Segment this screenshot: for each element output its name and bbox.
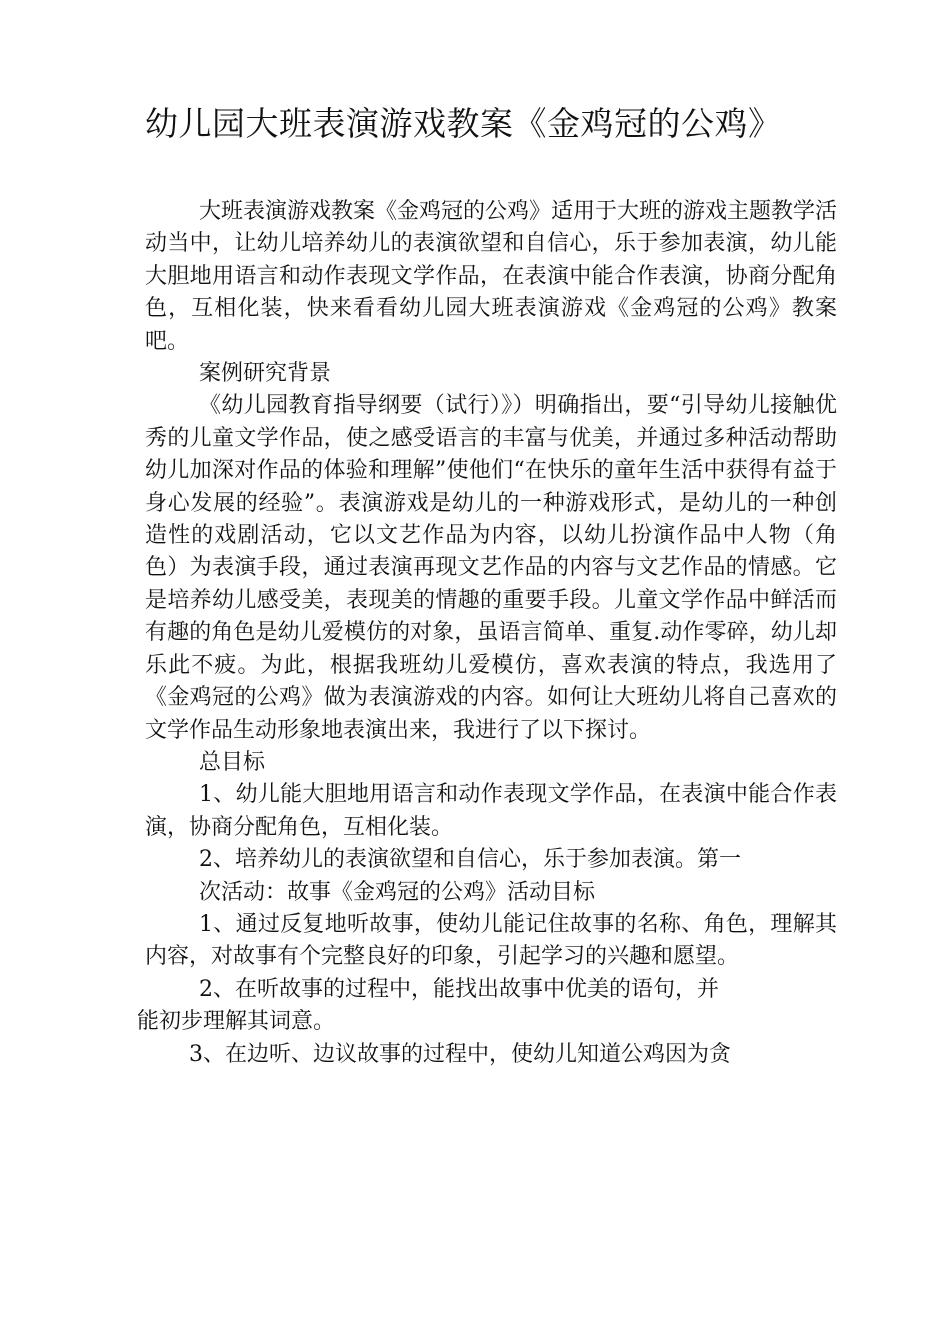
goal-heading: 总目标	[199, 749, 266, 775]
goal-item-2-line-1: 2、培养幼儿的表演欲望和自信心，乐于参加表演。第一	[199, 847, 741, 873]
activity-goal-2-line-2: 能初步理解其词意。	[137, 1009, 336, 1035]
document-body	[137, 196, 838, 1071]
activity-goal-1: 1、通过反复地听故事，使幼儿能记住故事的名称、角色，理解其内容，对故事有个完整良好的印象，引起学习的兴趣和愿望。	[145, 911, 837, 970]
activity-goal-3: 3、在边听、边议故事的过程中，使幼儿知道公鸡因为贪	[189, 1041, 731, 1067]
activity-goal-2-line-1: 2、在听故事的过程中，能找出故事中优美的语句，并	[199, 976, 719, 1002]
document-title: 幼儿园大班表演游戏教案《金鸡冠的公鸡》	[145, 104, 782, 143]
activity-heading: 次活动：故事《金鸡冠的公鸡》活动目标	[199, 879, 596, 905]
background-heading: 案例研究背景	[199, 361, 332, 387]
intro-paragraph: 大班表演游戏教案《金鸡冠的公鸡》适用于大班的游戏主题教学活动当中，让幼儿培养幼儿的表演欲望和自信心，乐于参加表演，幼儿能大胆地用语言和动作表现文学作品，在表演中能合作表演，协商分配角色，互相化装，快来看看幼儿园大班表演游戏《金鸡冠的公鸡》教案吧。	[145, 199, 838, 354]
background-paragraph: 《幼儿园教育指导纲要（试行）》）明确指出，要“引导幼儿接触优秀的儿童文学作品，使之感受语言的丰富与优美，并通过多种活动帮助幼儿加深对作品的体验和理解”使他们“在快乐的童年生活中获得有益于身心发展的经验”。表演游戏是幼儿的一种游戏形式，是幼儿的一种创造性的戏剧活动，它以文艺作品为内容，以幼儿扮演作品中人物（角色）为表演手段，通过表演再现文艺作品的内容与文艺作品的情感。它是培养幼儿感受美，表现美的情趣的重要手段。儿童文学作品中鲜活而有趣的角色是幼儿爱模仿的对象，虽语言简单、重复.动作零碎，幼儿却乐此不疲。为此，根据我班幼儿爱模仿，喜欢表演的特点，我选用了《金鸡冠的公鸡》做为表演游戏的内容。如何让大班幼儿将自己喜欢的文学作品生动形象地表演出来，我进行了以下探讨。	[145, 393, 837, 743]
goal-item-1: 1、幼儿能大胆地用语言和动作表现文学作品，在表演中能合作表演，协商分配角色，互相化装。	[145, 782, 837, 840]
